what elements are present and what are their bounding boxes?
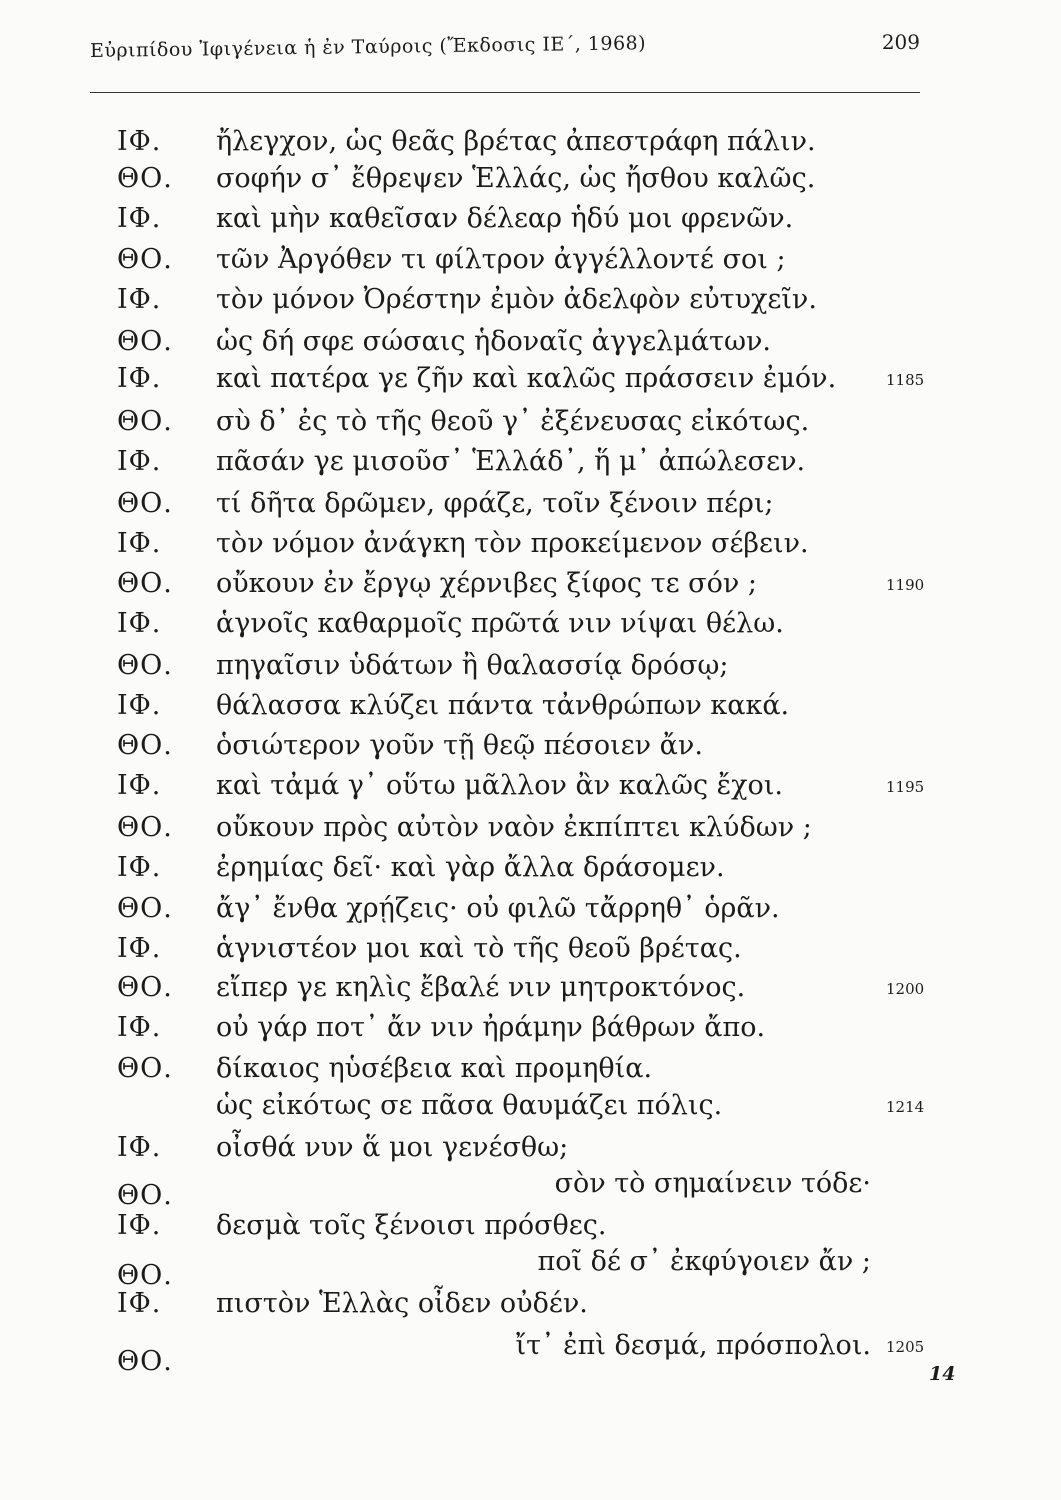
verse-text-line: πιστὸν Ἑλλὰς οἶδεν οὐδέν.	[216, 1288, 588, 1319]
sheet-signature: 14	[929, 1363, 956, 1385]
verse-text-line: ποῖ δέ σ᾽ ἐκφύγοιεν ἄν ;	[537, 1246, 871, 1277]
verse-text-line: τί δῆτα δρῶμεν, φράζε, τοῖν ξένοιν πέρι;	[216, 488, 774, 519]
speaker-label: ΘΟ.	[117, 326, 173, 357]
speaker-label: ΘΟ.	[117, 972, 173, 1003]
verse-text-line: πᾶσάν γε μισοῦσ᾽ Ἑλλάδ᾽, ἥ μ᾽ ἀπώλεσεν.	[216, 446, 806, 477]
verse-line	[0, 770, 1061, 810]
verse-line	[0, 812, 1061, 852]
verse-text-line: καὶ μὴν καθεῖσαν δέλεαρ ἡδύ μοι φρενῶν.	[216, 203, 794, 234]
speaker-label: ΘΟ.	[117, 163, 173, 194]
verse-text-line: τὸν νόμον ἀνάγκη τὸν προκείμενον σέβειν.	[216, 528, 809, 559]
speaker-label: ΙΦ.	[117, 690, 162, 721]
line-number: 1214	[886, 1098, 925, 1116]
speaker-label: ΙΦ.	[117, 446, 162, 477]
verse-text-line: ἴτ᾽ ἐπὶ δεσμά, πρόσπολοι.	[515, 1330, 871, 1361]
verse-line	[0, 1210, 1061, 1250]
verse-line	[0, 244, 1061, 284]
line-number: 1200	[886, 980, 925, 998]
verse-text-line: τὸν μόνον Ὀρέστην ἐμὸν ἀδελφὸν εὐτυχεῖν.	[216, 284, 817, 315]
running-title: Εὐριπίδου Ἰφιγένεια ἡ ἐν Ταύροις (Ἔκδοσις ΙΕ΄, 1968)	[89, 32, 647, 62]
verse-line	[0, 326, 1061, 366]
speaker-label: ΘΟ.	[117, 1180, 173, 1211]
verse-text-line: δεσμὰ τοῖς ξένοισι πρόσθες.	[216, 1210, 607, 1241]
speaker-label: ΙΦ.	[117, 528, 162, 559]
speaker-label: ΙΦ.	[117, 1210, 162, 1241]
verse-line	[0, 893, 1061, 933]
verse-text-line: τῶν Ἀργόθεν τι φίλτρον ἀγγέλλοντέ σοι ;	[216, 244, 786, 275]
speaker-label: ΙΦ.	[117, 933, 162, 964]
verse-line	[0, 608, 1061, 648]
verse-text-line: ἐρημίας δεῖ· καὶ γὰρ ἄλλα δράσομεν.	[216, 852, 725, 883]
verse-line	[0, 730, 1061, 770]
verse-text-line: οἶσθά νυν ἅ μοι γενέσθω;	[216, 1132, 569, 1163]
speaker-label: ΙΦ.	[117, 363, 162, 394]
speaker-label: ΘΟ.	[117, 1346, 173, 1377]
speaker-label: ΘΟ.	[117, 650, 173, 681]
verse-line	[0, 972, 1061, 1012]
speaker-label: ΘΟ.	[117, 1053, 173, 1084]
speaker-label: ΙΦ.	[117, 852, 162, 883]
verse-line	[0, 852, 1061, 892]
speaker-label: ΙΦ.	[117, 1132, 162, 1163]
verse-text-line: δίκαιος ηὑσέβεια καὶ προμηθία.	[216, 1053, 653, 1084]
verse-line	[0, 446, 1061, 486]
verse-line	[0, 1090, 1061, 1130]
verse-text-line: καὶ τἀμά γ᾽ οὕτω μᾶλλον ἂν καλῶς ἔχοι.	[216, 770, 783, 801]
verse-text-line: ἄγ᾽ ἔνθα χρῄζεις· οὐ φιλῶ τἄρρηθ᾽ ὁρᾶν.	[216, 893, 780, 924]
verse-line	[0, 488, 1061, 528]
verse-text-line: οὔκουν ἐν ἔργῳ χέρνιβες ξίφος τε σόν ;	[216, 568, 757, 599]
speaker-label: ΘΟ.	[117, 406, 173, 437]
speaker-label: ΘΟ.	[117, 893, 173, 924]
verse-text-line: εἴπερ γε κηλὶς ἔβαλέ νιν μητροκτόνος.	[216, 972, 746, 1003]
verse-line	[0, 933, 1061, 973]
verse-text-line: θάλασσα κλύζει πάντα τἀνθρώπων κακά.	[216, 690, 790, 721]
speaker-label: ΙΦ.	[117, 284, 162, 315]
speaker-label: ΘΟ.	[117, 1260, 173, 1291]
speaker-label: ΘΟ.	[117, 730, 173, 761]
verse-line	[0, 1288, 1061, 1328]
verse-text-line: σοφήν σ᾽ ἔθρεψεν Ἑλλάς, ὡς ἤσθου καλῶς.	[216, 163, 816, 194]
verse-line	[0, 284, 1061, 324]
verse-line	[0, 1246, 1061, 1291]
verse-text-line: οὐ γάρ ποτ᾽ ἄν νιν ἠράμην βάθρων ἄπο.	[216, 1012, 766, 1043]
speaker-label: ΘΟ.	[117, 812, 173, 843]
verse-text-line: ἁγνοῖς καθαρμοῖς πρῶτά νιν νίψαι θέλω.	[216, 608, 784, 639]
verse-line	[0, 528, 1061, 568]
verse-line	[0, 163, 1061, 203]
speaker-label: ΙΦ.	[117, 608, 162, 639]
verse-line	[0, 126, 1061, 166]
verse-line	[0, 650, 1061, 690]
verse-text-line: ὁσιώτερον γοῦν τῇ θεῷ πέσοιεν ἄν.	[216, 730, 703, 761]
verse-text-line: ἁγνιστέον μοι καὶ τὸ τῆς θεοῦ βρέτας.	[216, 933, 742, 964]
speaker-label: ΙΦ.	[117, 126, 162, 157]
verse-text-line: ὡς δή σφε σώσαις ἡδοναῖς ἀγγελμάτων.	[216, 326, 772, 357]
speaker-label: ΘΟ.	[117, 488, 173, 519]
verse-text-line: οὔκουν πρὸς αὐτὸν ναὸν ἐκπίπτει κλύδων ;	[216, 812, 812, 843]
verse-line	[0, 406, 1061, 446]
speaker-label: ΘΟ.	[117, 568, 173, 599]
verse-line	[0, 203, 1061, 243]
verse-line	[0, 1053, 1061, 1093]
verse-line	[0, 1168, 1061, 1211]
verse-text-line: σὸν τὸ σημαίνειν τόδε·	[554, 1168, 871, 1199]
page-number: 209	[881, 30, 920, 54]
speaker-label: ΙΦ.	[117, 1288, 162, 1319]
verse-line	[0, 568, 1061, 608]
speaker-label: ΘΟ.	[117, 244, 173, 275]
speaker-label: ΙΦ.	[117, 203, 162, 234]
verse-line	[0, 363, 1061, 403]
verse-line	[0, 690, 1061, 730]
verse-text-line: ἤλεγχον, ὡς θεᾶς βρέτας ἀπεστράφη πάλιν.	[216, 126, 816, 157]
verse-text-line: σὺ δ᾽ ἐς τὸ τῆς θεοῦ γ᾽ ἐξένευσας εἰκότως.	[216, 406, 810, 437]
speaker-label: ΙΦ.	[117, 1012, 162, 1043]
verse-text-line: καὶ πατέρα γε ζῆν καὶ καλῶς πράσσειν ἐμόν.	[216, 363, 837, 394]
verse-line	[0, 1132, 1061, 1172]
line-number: 1205	[886, 1338, 925, 1356]
verse-text-line: πηγαῖσιν ὑδάτων ἢ θαλασσίᾳ δρόσῳ;	[216, 650, 729, 681]
line-number: 1185	[886, 371, 925, 389]
line-number: 1195	[886, 778, 925, 796]
verse-text-line: ὡς εἰκότως σε πᾶσα θαυμάζει πόλις.	[216, 1090, 723, 1121]
verse-line	[0, 1012, 1061, 1052]
line-number: 1190	[886, 576, 925, 594]
speaker-label: ΙΦ.	[117, 770, 162, 801]
